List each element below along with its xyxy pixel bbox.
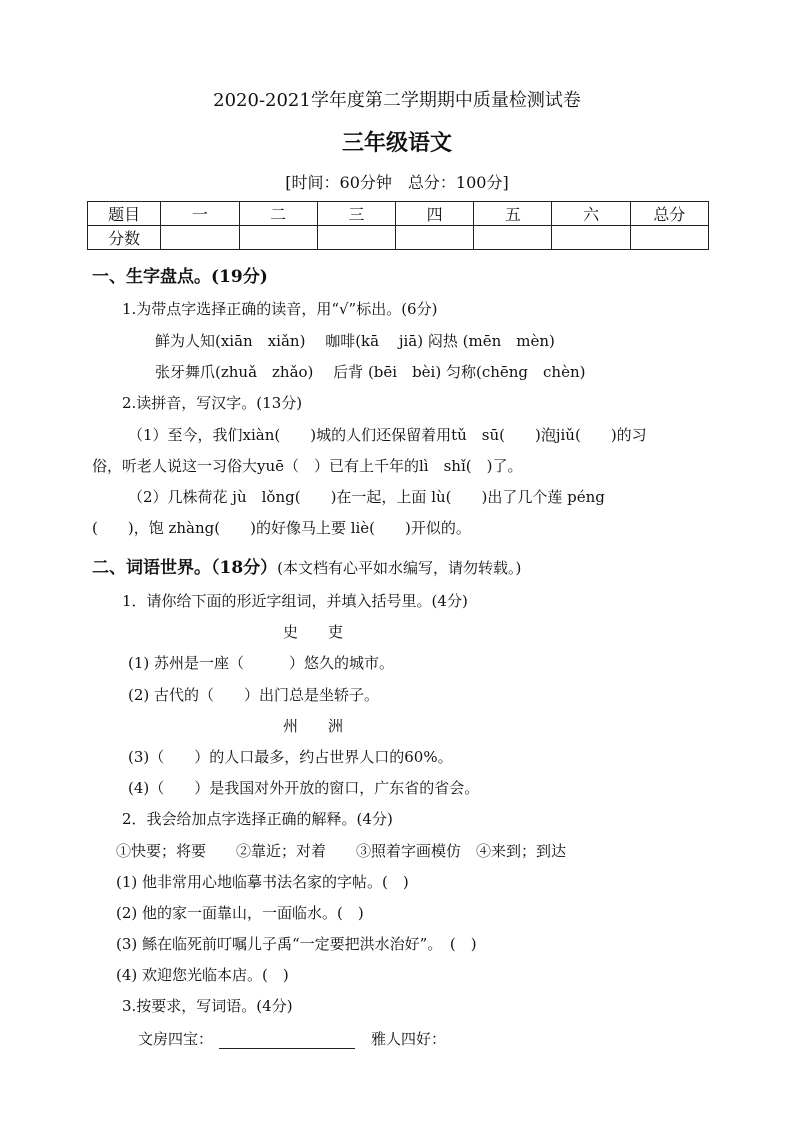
table-cell: 一 [161, 202, 239, 226]
score-table-score-row [88, 226, 709, 250]
exam-title: 2020-2021学年度第二学期期中质量检测试卷 [213, 90, 581, 111]
s2-q1-line3: (3)（ ）的人口最多，约占世界人口的60%。 [128, 748, 453, 766]
table-cell: 二 [239, 202, 317, 226]
section-2-heading: 二、词语世界。（18分） [92, 558, 278, 578]
s1-q1-prompt: 1.为带点字选择正确的读音，用“√”标出。(6分) [122, 300, 438, 318]
s2-q2-options: ①快要；将要 ②靠近；对着 ③照着字画模仿 ④来到；到达 [116, 842, 567, 860]
table-cell: 分数 [88, 226, 161, 250]
s2-q1-line2: (2) 古代的（ ）出门总是坐轿子。 [128, 686, 380, 704]
s2-q2-line4: (4) 欢迎您光临本店。( ) [116, 966, 289, 984]
s1-q1-line2: 张牙舞爪(zhuǎ zhǎo) 后背 (bēi bèi) 匀称(chēng chèn) [155, 363, 586, 381]
score-entry-cell[interactable] [630, 226, 708, 250]
s1-q1-line1: 鲜为人知(xiān xiǎn) 咖啡(kā jiā) 闷热 (mēn mèn) [155, 332, 555, 350]
answer-blank[interactable] [219, 1034, 355, 1049]
score-entry-cell[interactable] [161, 226, 239, 250]
table-cell: 总分 [630, 202, 708, 226]
s1-q2-line4: ( )，饱 zhàng( )的好像马上要 liè( )开似的。 [92, 519, 471, 537]
s1-q2-line2: 俗，听老人说这一习俗大yuē（ ）已有上千年的lì shǐ( )了。 [92, 457, 523, 475]
s2-q3-item1 [138, 1028, 355, 1049]
section-2-note: (本文档有心平如水编写，请勿转载。) [277, 559, 522, 577]
s1-q2-line3: （2）几株荷花 jù lǒng( )在一起，上面 lù( )出了几个莲 péng [128, 488, 605, 506]
table-cell: 六 [552, 202, 630, 226]
table-cell: 三 [317, 202, 395, 226]
s2-q3-item2-label: 雅人四好： [371, 1030, 447, 1048]
s1-q2-prompt: 2.读拼音，写汉字。(13分) [122, 394, 303, 412]
s2-q3-item1-label: 文房四宝： [138, 1030, 214, 1048]
s1-q2-line1: （1）至今，我们xiàn( )城的人们还保留着用tǔ sū( )泡jiǔ( )的习 [128, 426, 647, 444]
s2-q2-line2: (2) 他的家一面靠山，一面临水。( ) [116, 904, 364, 922]
table-cell: 题目 [88, 202, 161, 226]
s2-q1-line1: (1) 苏州是一座（ ）悠久的城市。 [128, 654, 395, 672]
subject-title: 三年级语文 [341, 130, 452, 156]
time-info: [时间：60分钟 总分：100分] [285, 173, 509, 192]
s2-q1-prompt: 1．请你给下面的形近字组词，并填入括号里。(4分) [122, 592, 468, 610]
score-entry-cell[interactable] [239, 226, 317, 250]
s2-q3-prompt: 3.按要求，写词语。(4分) [122, 997, 293, 1015]
section-2-title [92, 553, 521, 578]
s2-q1-pair2: 州 洲 [283, 717, 344, 735]
score-entry-cell[interactable] [552, 226, 630, 250]
s2-q2-line1: (1) 他非常用心地临摹书法名家的字帖。( ) [116, 873, 409, 891]
s2-q1-pair1: 史 吏 [283, 623, 344, 641]
score-table-header-row [88, 202, 709, 226]
s2-q2-line3: (3) 鲧在临死前叮嘱儿子禹“一定要把洪水治好”。 ( ) [116, 935, 477, 953]
s2-q1-line4: (4)（ ）是我国对外开放的窗口，广东省的省会。 [128, 779, 480, 797]
score-table [87, 201, 709, 250]
section-1-title: 一、生字盘点。(19分) [92, 267, 268, 287]
table-cell: 四 [396, 202, 474, 226]
table-cell: 五 [474, 202, 552, 226]
score-entry-cell[interactable] [396, 226, 474, 250]
s2-q2-prompt: 2．我会给加点字选择正确的解释。(4分) [122, 810, 393, 828]
score-entry-cell[interactable] [474, 226, 552, 250]
score-entry-cell[interactable] [317, 226, 395, 250]
